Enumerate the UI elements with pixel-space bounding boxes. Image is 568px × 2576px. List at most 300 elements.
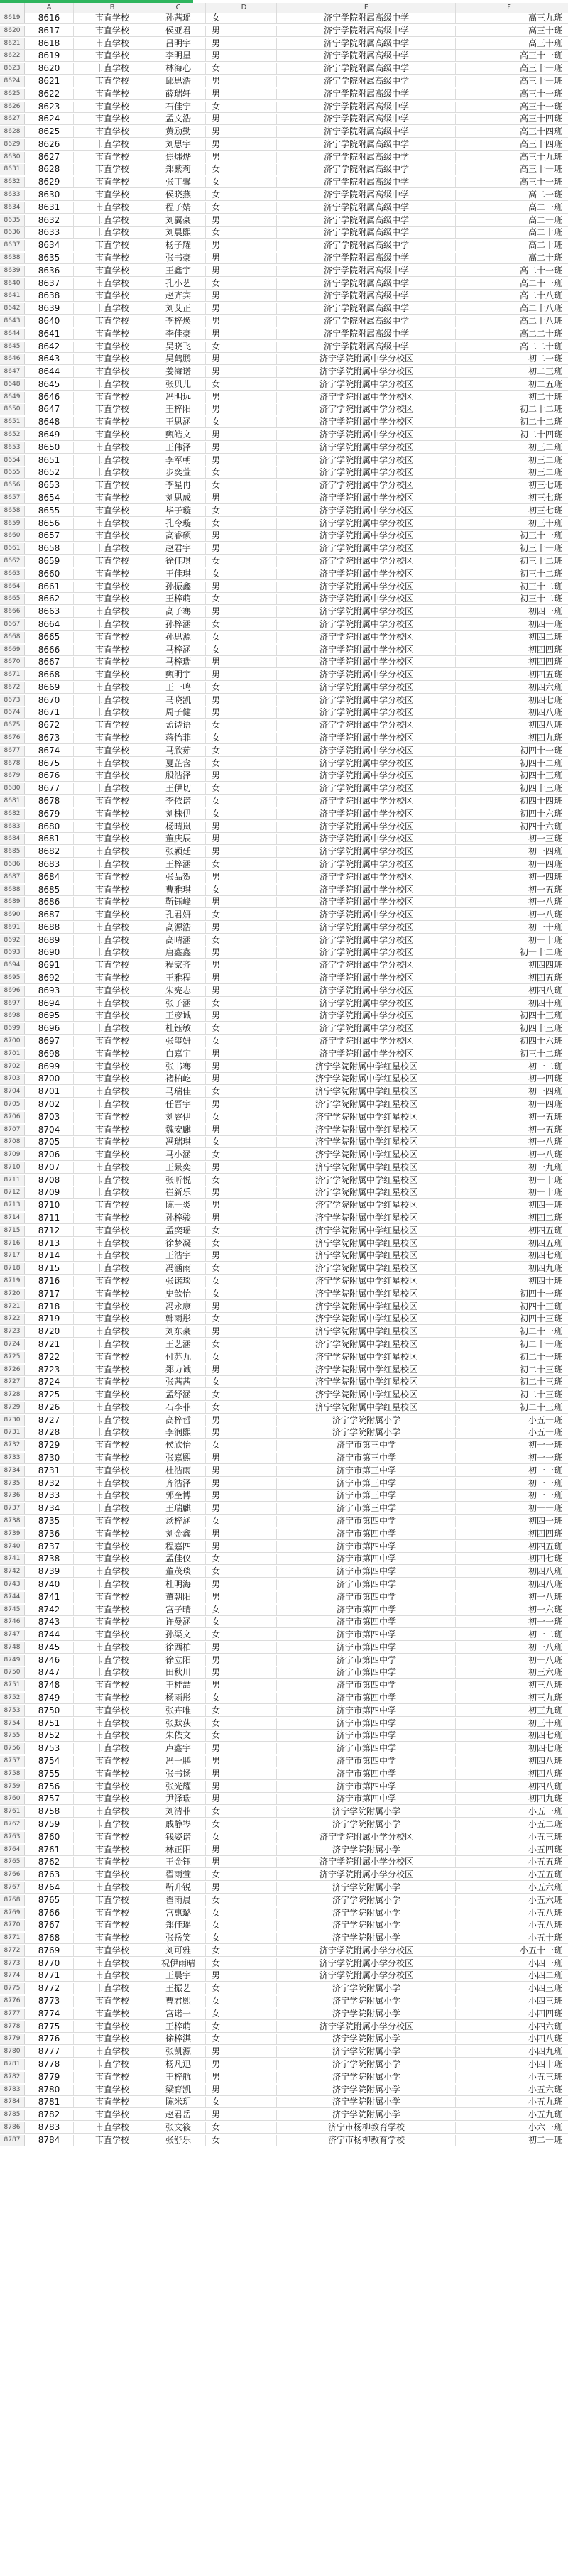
cell-e[interactable]: 济宁市第四中学 — [278, 1769, 456, 1779]
cell-c[interactable]: 孙梓涵 — [151, 619, 206, 630]
cell-e[interactable]: 济宁学院附属中学红星校区 — [278, 1162, 456, 1173]
table-row[interactable] — [0, 1377, 568, 1388]
cell-f[interactable]: 小五四班 — [528, 1844, 562, 1855]
cell-c[interactable]: 徐梓淇 — [151, 2034, 206, 2044]
cell-a[interactable]: 8766 — [25, 1908, 74, 1919]
cell-a[interactable]: 8783 — [25, 2122, 74, 2133]
table-row[interactable] — [0, 89, 568, 100]
cell-f[interactable]: 初一八班 — [528, 1654, 562, 1665]
cell-c[interactable]: 徐西柏 — [151, 1642, 206, 1653]
cell-c[interactable]: 侯欣怡 — [151, 1440, 206, 1451]
cell-f[interactable]: 初四四班 — [528, 657, 562, 667]
row-number[interactable]: 8749 — [0, 1655, 25, 1666]
cell-a[interactable]: 8746 — [25, 1655, 74, 1666]
row-number[interactable]: 8685 — [0, 846, 25, 857]
cell-f[interactable]: 小五二班 — [528, 1818, 562, 1829]
cell-c[interactable]: 步奕萱 — [151, 467, 206, 478]
table-row[interactable] — [0, 986, 568, 997]
cell-c[interactable]: 孟纾涵 — [151, 1390, 206, 1400]
cell-e[interactable]: 济宁学院附属高级中学 — [278, 290, 456, 301]
cell-e[interactable]: 济宁学院附属中学分校区 — [278, 783, 456, 794]
cell-d[interactable]: 男 — [206, 1769, 277, 1779]
cell-c[interactable]: 侯亚君 — [151, 26, 206, 36]
table-row[interactable] — [0, 366, 568, 378]
column-header-c[interactable]: C — [151, 3, 206, 13]
cell-c[interactable]: 王梓航 — [151, 2072, 206, 2083]
table-row[interactable] — [0, 645, 568, 656]
cell-e[interactable]: 济宁学院附属中学分校区 — [278, 935, 456, 946]
cell-f[interactable]: 初三二班 — [528, 454, 562, 465]
cell-d[interactable]: 女 — [206, 1276, 277, 1287]
cell-f[interactable]: 初一二班 — [528, 1061, 562, 1071]
cell-d[interactable]: 男 — [206, 897, 277, 907]
cell-e[interactable]: 济宁学院附属中学分校区 — [278, 1049, 456, 1059]
row-number[interactable]: 8748 — [0, 1642, 25, 1653]
cell-c[interactable]: 张玺妍 — [151, 1036, 206, 1047]
table-row[interactable] — [0, 682, 568, 694]
table-row[interactable] — [0, 253, 568, 264]
cell-d[interactable]: 男 — [206, 1781, 277, 1792]
cell-f[interactable]: 初二十三班 — [519, 1390, 562, 1400]
cell-d[interactable]: 男 — [206, 266, 277, 276]
cell-b[interactable]: 市直学校 — [74, 1566, 151, 1577]
cell-e[interactable]: 济宁学院附属中学分校区 — [278, 506, 456, 516]
cell-a[interactable]: 8620 — [25, 63, 74, 74]
cell-f[interactable]: 高二一班 — [528, 190, 562, 200]
cell-c[interactable]: 冯涵雨 — [151, 1263, 206, 1274]
cell-c[interactable]: 杨雨彤 — [151, 1693, 206, 1703]
cell-a[interactable]: 8667 — [25, 657, 74, 667]
cell-d[interactable]: 女 — [206, 102, 277, 112]
cell-c[interactable]: 董庆辰 — [151, 834, 206, 844]
cell-e[interactable]: 济宁学院附属中学分校区 — [278, 960, 456, 971]
cell-f[interactable]: 初二十二班 — [519, 417, 562, 427]
cell-d[interactable]: 男 — [206, 430, 277, 440]
cell-e[interactable]: 济宁市第四中学 — [278, 1680, 456, 1691]
cell-d[interactable]: 女 — [206, 998, 277, 1009]
cell-e[interactable]: 济宁学院附属高级中学 — [278, 38, 456, 49]
table-row[interactable] — [0, 556, 568, 567]
cell-a[interactable]: 8683 — [25, 859, 74, 870]
cell-c[interactable]: 吕明宇 — [151, 38, 206, 49]
cell-a[interactable]: 8699 — [25, 1061, 74, 1072]
cell-e[interactable]: 济宁学院附属中学分校区 — [278, 796, 456, 807]
row-number[interactable]: 8777 — [0, 2009, 25, 2019]
table-row[interactable] — [0, 1326, 568, 1338]
cell-f[interactable]: 初四二班 — [528, 631, 562, 642]
row-number[interactable]: 8745 — [0, 1605, 25, 1615]
cell-c[interactable]: 马瑞佳 — [151, 1086, 206, 1097]
cell-b[interactable]: 市直学校 — [74, 354, 151, 364]
cell-b[interactable]: 市直学校 — [74, 986, 151, 996]
cell-c[interactable]: 陈米玥 — [151, 2097, 206, 2107]
cell-c[interactable]: 徐佳琪 — [151, 556, 206, 567]
table-row[interactable] — [0, 266, 568, 277]
row-number[interactable]: 8733 — [0, 1453, 25, 1463]
cell-f[interactable]: 初一一班 — [528, 1490, 562, 1501]
cell-c[interactable]: 赵君宇 — [151, 543, 206, 554]
table-row[interactable] — [0, 13, 568, 24]
cell-e[interactable]: 济宁学院附属中学红星校区 — [278, 1289, 456, 1299]
cell-e[interactable]: 济宁学院附属高级中学 — [278, 76, 456, 87]
cell-c[interactable]: 孔小艺 — [151, 278, 206, 289]
cell-d[interactable]: 女 — [206, 1150, 277, 1160]
cell-a[interactable]: 8770 — [25, 1958, 74, 1969]
cell-a[interactable]: 8741 — [25, 1592, 74, 1603]
table-row[interactable] — [0, 1187, 568, 1199]
table-row[interactable] — [0, 1605, 568, 1616]
cell-b[interactable]: 市直学校 — [74, 645, 151, 655]
cell-f[interactable]: 初二五班 — [528, 378, 562, 389]
table-row[interactable] — [0, 783, 568, 795]
cell-c[interactable]: 祝伊雨晴 — [151, 1958, 206, 1969]
cell-c[interactable]: 张书扬 — [151, 1769, 206, 1779]
cell-d[interactable]: 女 — [206, 1554, 277, 1564]
cell-a[interactable]: 8757 — [25, 1794, 74, 1804]
cell-c[interactable]: 程子婧 — [151, 202, 206, 213]
cell-a[interactable]: 8695 — [25, 1010, 74, 1021]
cell-e[interactable]: 济宁学院附属中学分校区 — [278, 809, 456, 819]
cell-c[interactable]: 张卉唯 — [151, 1705, 206, 1716]
table-row[interactable] — [0, 2009, 568, 2020]
row-number[interactable]: 8719 — [0, 1276, 25, 1287]
row-number[interactable]: 8635 — [0, 215, 25, 226]
table-row[interactable] — [0, 1415, 568, 1426]
cell-b[interactable]: 市直学校 — [74, 530, 151, 541]
cell-c[interactable]: 韩雨彤 — [151, 1314, 206, 1324]
cell-d[interactable]: 女 — [206, 910, 277, 920]
cell-f[interactable]: 小五五班 — [528, 1870, 562, 1880]
cell-e[interactable]: 济宁学院附属小学分校区 — [278, 1857, 456, 1867]
table-row[interactable] — [0, 506, 568, 517]
cell-a[interactable]: 8621 — [25, 76, 74, 87]
row-number[interactable]: 8720 — [0, 1289, 25, 1299]
cell-a[interactable]: 8773 — [25, 1996, 74, 2007]
cell-b[interactable]: 市直学校 — [74, 63, 151, 74]
row-number[interactable]: 8643 — [0, 316, 25, 327]
cell-f[interactable]: 小四八班 — [528, 2034, 562, 2044]
cell-f[interactable]: 小五九班 — [528, 2110, 562, 2120]
cell-d[interactable]: 女 — [206, 2021, 277, 2032]
cell-b[interactable]: 市直学校 — [74, 1125, 151, 1135]
cell-b[interactable]: 市直学校 — [74, 670, 151, 680]
cell-a[interactable]: 8681 — [25, 834, 74, 844]
cell-c[interactable]: 董茂琰 — [151, 1566, 206, 1577]
cell-c[interactable]: 孔君妍 — [151, 910, 206, 920]
row-number[interactable]: 8669 — [0, 645, 25, 655]
table-row[interactable] — [0, 1566, 568, 1578]
cell-a[interactable]: 8720 — [25, 1326, 74, 1337]
row-number[interactable]: 8735 — [0, 1478, 25, 1489]
cell-b[interactable]: 市直学校 — [74, 38, 151, 49]
cell-d[interactable]: 男 — [206, 1529, 277, 1539]
cell-b[interactable]: 市直学校 — [74, 26, 151, 36]
cell-a[interactable]: 8651 — [25, 455, 74, 466]
table-row[interactable] — [0, 1743, 568, 1754]
cell-f[interactable]: 初四七班 — [528, 694, 562, 705]
table-row[interactable] — [0, 1680, 568, 1691]
cell-b[interactable]: 市直学校 — [74, 770, 151, 781]
cell-e[interactable]: 济宁学院附属中学分校区 — [278, 947, 456, 958]
table-row[interactable] — [0, 720, 568, 731]
row-number[interactable]: 8718 — [0, 1263, 25, 1274]
cell-b[interactable]: 市直学校 — [74, 1276, 151, 1287]
cell-f[interactable]: 初四八班 — [528, 1566, 562, 1577]
cell-f[interactable]: 高三十一班 — [519, 75, 562, 86]
cell-e[interactable]: 济宁学院附属中学分校区 — [278, 493, 456, 503]
cell-a[interactable]: 8633 — [25, 227, 74, 238]
cell-d[interactable]: 男 — [206, 582, 277, 592]
cell-e[interactable]: 济宁学院附属小学分校区 — [278, 1945, 456, 1956]
cell-f[interactable]: 初一一班 — [528, 1440, 562, 1451]
cell-d[interactable]: 女 — [206, 935, 277, 946]
cell-d[interactable]: 女 — [206, 1289, 277, 1299]
cell-f[interactable]: 初四十六班 — [519, 821, 562, 831]
cell-b[interactable]: 市直学校 — [74, 960, 151, 971]
cell-d[interactable]: 男 — [206, 846, 277, 857]
row-number[interactable]: 8654 — [0, 455, 25, 466]
cell-c[interactable]: 戚静岑 — [151, 1819, 206, 1830]
cell-a[interactable]: 8641 — [25, 329, 74, 339]
table-row[interactable] — [0, 1427, 568, 1439]
cell-c[interactable]: 王艺涵 — [151, 1339, 206, 1350]
cell-f[interactable]: 高三十一班 — [519, 50, 562, 61]
cell-e[interactable]: 济宁学院附属中学红星校区 — [278, 1314, 456, 1324]
cell-d[interactable]: 女 — [206, 733, 277, 743]
table-row[interactable] — [0, 1642, 568, 1654]
cell-a[interactable]: 8635 — [25, 253, 74, 263]
cell-f[interactable]: 高三十四班 — [519, 114, 562, 124]
cell-d[interactable]: 女 — [206, 2097, 277, 2107]
cell-d[interactable]: 男 — [206, 1415, 277, 1426]
cell-f[interactable]: 初四一班 — [528, 606, 562, 617]
table-row[interactable] — [0, 1352, 568, 1363]
cell-e[interactable]: 济宁学院附属高级中学 — [278, 50, 456, 61]
table-row[interactable] — [0, 922, 568, 934]
table-row[interactable] — [0, 707, 568, 719]
cell-b[interactable]: 市直学校 — [74, 1832, 151, 1843]
cell-c[interactable]: 马欣茹 — [151, 746, 206, 756]
cell-b[interactable]: 市直学校 — [74, 682, 151, 693]
cell-e[interactable]: 济宁学院附属小学 — [278, 1427, 456, 1438]
table-row[interactable] — [0, 998, 568, 1010]
cell-b[interactable]: 市直学校 — [74, 493, 151, 503]
cell-b[interactable]: 市直学校 — [74, 227, 151, 238]
cell-c[interactable]: 王雅程 — [151, 973, 206, 983]
cell-f[interactable]: 小四四班 — [528, 2008, 562, 2019]
cell-a[interactable]: 8644 — [25, 366, 74, 377]
cell-e[interactable]: 济宁市第四中学 — [278, 1718, 456, 1729]
cell-c[interactable]: 曹雅琪 — [151, 885, 206, 895]
cell-e[interactable]: 济宁学院附属中学分校区 — [278, 973, 456, 983]
cell-e[interactable]: 济宁学院附属小学 — [278, 2097, 456, 2107]
table-row[interactable] — [0, 1693, 568, 1704]
table-row[interactable] — [0, 404, 568, 415]
cell-a[interactable]: 8740 — [25, 1579, 74, 1590]
cell-e[interactable]: 济宁学院附属高级中学 — [278, 13, 456, 23]
cell-c[interactable]: 靳升锐 — [151, 1882, 206, 1893]
row-number[interactable]: 8693 — [0, 947, 25, 958]
cell-e[interactable]: 济宁学院附属中学红星校区 — [278, 1086, 456, 1097]
cell-a[interactable]: 8742 — [25, 1605, 74, 1615]
cell-a[interactable]: 8643 — [25, 354, 74, 364]
cell-c[interactable]: 王金钰 — [151, 1857, 206, 1867]
row-number[interactable]: 8759 — [0, 1781, 25, 1792]
cell-f[interactable]: 小四一班 — [528, 1958, 562, 1968]
table-row[interactable] — [0, 796, 568, 807]
cell-d[interactable]: 女 — [206, 1705, 277, 1716]
cell-d[interactable]: 男 — [206, 38, 277, 49]
row-number[interactable]: 8638 — [0, 253, 25, 263]
cell-f[interactable]: 初四八班 — [528, 985, 562, 995]
cell-f[interactable]: 小六一班 — [528, 2122, 562, 2132]
cell-f[interactable]: 初四七班 — [528, 1730, 562, 1741]
row-number[interactable]: 8712 — [0, 1187, 25, 1198]
cell-e[interactable]: 济宁市第四中学 — [278, 1579, 456, 1590]
cell-c[interactable]: 王晨宇 — [151, 1970, 206, 1981]
cell-a[interactable]: 8708 — [25, 1175, 74, 1186]
table-row[interactable] — [0, 1655, 568, 1666]
cell-c[interactable]: 许曼涵 — [151, 1617, 206, 1627]
table-row[interactable] — [0, 935, 568, 946]
cell-f[interactable]: 小五九班 — [528, 2097, 562, 2107]
cell-b[interactable]: 市直学校 — [74, 910, 151, 920]
cell-d[interactable]: 女 — [206, 2034, 277, 2044]
row-number[interactable]: 8767 — [0, 1882, 25, 1893]
cell-d[interactable]: 男 — [206, 1541, 277, 1552]
row-number[interactable]: 8752 — [0, 1693, 25, 1703]
cell-f[interactable]: 初四九班 — [528, 733, 562, 743]
cell-c[interactable]: 王浩宇 — [151, 1250, 206, 1261]
cell-a[interactable]: 8662 — [25, 594, 74, 604]
cell-b[interactable]: 市直学校 — [74, 1137, 151, 1147]
cell-d[interactable]: 女 — [206, 1036, 277, 1047]
table-row[interactable] — [0, 846, 568, 858]
cell-d[interactable]: 男 — [206, 303, 277, 314]
cell-c[interactable]: 任晋宇 — [151, 1099, 206, 1110]
cell-e[interactable]: 济宁学院附属中学分校区 — [278, 455, 456, 466]
cell-a[interactable]: 8714 — [25, 1250, 74, 1261]
row-number[interactable]: 8772 — [0, 1945, 25, 1956]
cell-f[interactable]: 初一四班 — [528, 871, 562, 882]
cell-c[interactable]: 甄皓文 — [151, 430, 206, 440]
cell-f[interactable]: 初三二班 — [528, 467, 562, 478]
cell-f[interactable]: 初四六班 — [528, 682, 562, 692]
cell-b[interactable]: 市直学校 — [74, 1187, 151, 1198]
cell-c[interactable]: 宫惠璐 — [151, 1908, 206, 1919]
cell-d[interactable]: 女 — [206, 379, 277, 390]
cell-c[interactable]: 姜海诺 — [151, 366, 206, 377]
cell-d[interactable]: 男 — [206, 1466, 277, 1476]
cell-c[interactable]: 冯瑞琪 — [151, 1137, 206, 1147]
cell-f[interactable]: 初三八班 — [528, 1680, 562, 1691]
cell-b[interactable]: 市直学校 — [74, 1857, 151, 1867]
cell-e[interactable]: 济宁学院附属中学分校区 — [278, 606, 456, 617]
cell-c[interactable]: 张品贺 — [151, 872, 206, 883]
cell-d[interactable]: 男 — [206, 76, 277, 87]
cell-a[interactable]: 8668 — [25, 670, 74, 680]
cell-d[interactable]: 男 — [206, 253, 277, 263]
row-number[interactable]: 8736 — [0, 1490, 25, 1501]
cell-c[interactable]: 白嘉宇 — [151, 1049, 206, 1059]
cell-e[interactable]: 济宁学院附属中学红星校区 — [278, 1402, 456, 1413]
cell-c[interactable]: 王伟泽 — [151, 442, 206, 453]
cell-f[interactable]: 小四十班 — [528, 2058, 562, 2069]
cell-c[interactable]: 杜浩雨 — [151, 1466, 206, 1476]
cell-a[interactable]: 8706 — [25, 1150, 74, 1160]
cell-b[interactable]: 市直学校 — [74, 2021, 151, 2032]
table-row[interactable] — [0, 177, 568, 188]
table-row[interactable] — [0, 1794, 568, 1805]
cell-b[interactable]: 市直学校 — [74, 1490, 151, 1501]
row-number[interactable]: 8687 — [0, 872, 25, 883]
cell-c[interactable]: 王伊切 — [151, 783, 206, 794]
cell-f[interactable]: 初一八班 — [528, 1137, 562, 1147]
cell-d[interactable]: 女 — [206, 467, 277, 478]
cell-a[interactable]: 8718 — [25, 1301, 74, 1312]
row-number[interactable]: 8696 — [0, 986, 25, 996]
cell-c[interactable]: 陈一炎 — [151, 1200, 206, 1211]
cell-c[interactable]: 冯一鹏 — [151, 1756, 206, 1767]
cell-c[interactable]: 李佳豪 — [151, 329, 206, 339]
cell-f[interactable]: 小五八班 — [528, 1920, 562, 1931]
table-row[interactable] — [0, 822, 568, 833]
cell-a[interactable]: 8665 — [25, 632, 74, 643]
cell-b[interactable]: 市直学校 — [74, 2097, 151, 2107]
cell-d[interactable]: 女 — [206, 1806, 277, 1817]
cell-e[interactable]: 济宁学院附属中学红星校区 — [278, 1326, 456, 1337]
cell-e[interactable]: 济宁学院附属中学分校区 — [278, 859, 456, 870]
cell-b[interactable]: 市直学校 — [74, 506, 151, 516]
cell-b[interactable]: 市直学校 — [74, 935, 151, 946]
cell-a[interactable]: 8732 — [25, 1478, 74, 1489]
cell-e[interactable]: 济宁市第四中学 — [278, 1642, 456, 1653]
cell-e[interactable]: 济宁学院附属高级中学 — [278, 177, 456, 187]
row-number[interactable]: 8622 — [0, 50, 25, 61]
cell-b[interactable]: 市直学校 — [74, 1377, 151, 1387]
cell-e[interactable]: 济宁学院附属中学分校区 — [278, 430, 456, 440]
cell-f[interactable]: 初四四班 — [528, 960, 562, 971]
table-row[interactable] — [0, 1250, 568, 1262]
cell-f[interactable]: 小四六班 — [528, 2021, 562, 2031]
cell-c[interactable]: 蒋怡菲 — [151, 733, 206, 743]
cell-b[interactable]: 市直学校 — [74, 1175, 151, 1186]
cell-b[interactable]: 市直学校 — [74, 720, 151, 731]
cell-c[interactable]: 王桂喆 — [151, 1680, 206, 1691]
cell-d[interactable]: 男 — [206, 1074, 277, 1084]
cell-c[interactable]: 侯晓燕 — [151, 190, 206, 200]
cell-a[interactable]: 8764 — [25, 1882, 74, 1893]
cell-e[interactable]: 济宁学院附属高级中学 — [278, 126, 456, 137]
cell-e[interactable]: 济宁学院附属小学 — [278, 1806, 456, 1817]
cell-d[interactable]: 女 — [206, 63, 277, 74]
row-number[interactable]: 8750 — [0, 1667, 25, 1678]
row-number[interactable]: 8743 — [0, 1579, 25, 1590]
cell-a[interactable]: 8726 — [25, 1402, 74, 1413]
cell-d[interactable]: 男 — [206, 530, 277, 541]
row-number[interactable]: 8755 — [0, 1730, 25, 1741]
row-number[interactable]: 8664 — [0, 582, 25, 592]
cell-f[interactable]: 初一三班 — [528, 834, 562, 844]
cell-d[interactable]: 男 — [206, 2110, 277, 2120]
row-number[interactable]: 8780 — [0, 2046, 25, 2057]
row-number[interactable]: 8630 — [0, 152, 25, 163]
cell-d[interactable]: 男 — [206, 922, 277, 933]
cell-c[interactable]: 张诺琰 — [151, 1276, 206, 1287]
cell-b[interactable]: 市直学校 — [74, 290, 151, 301]
row-number[interactable]: 8753 — [0, 1705, 25, 1716]
table-row[interactable] — [0, 1440, 568, 1451]
